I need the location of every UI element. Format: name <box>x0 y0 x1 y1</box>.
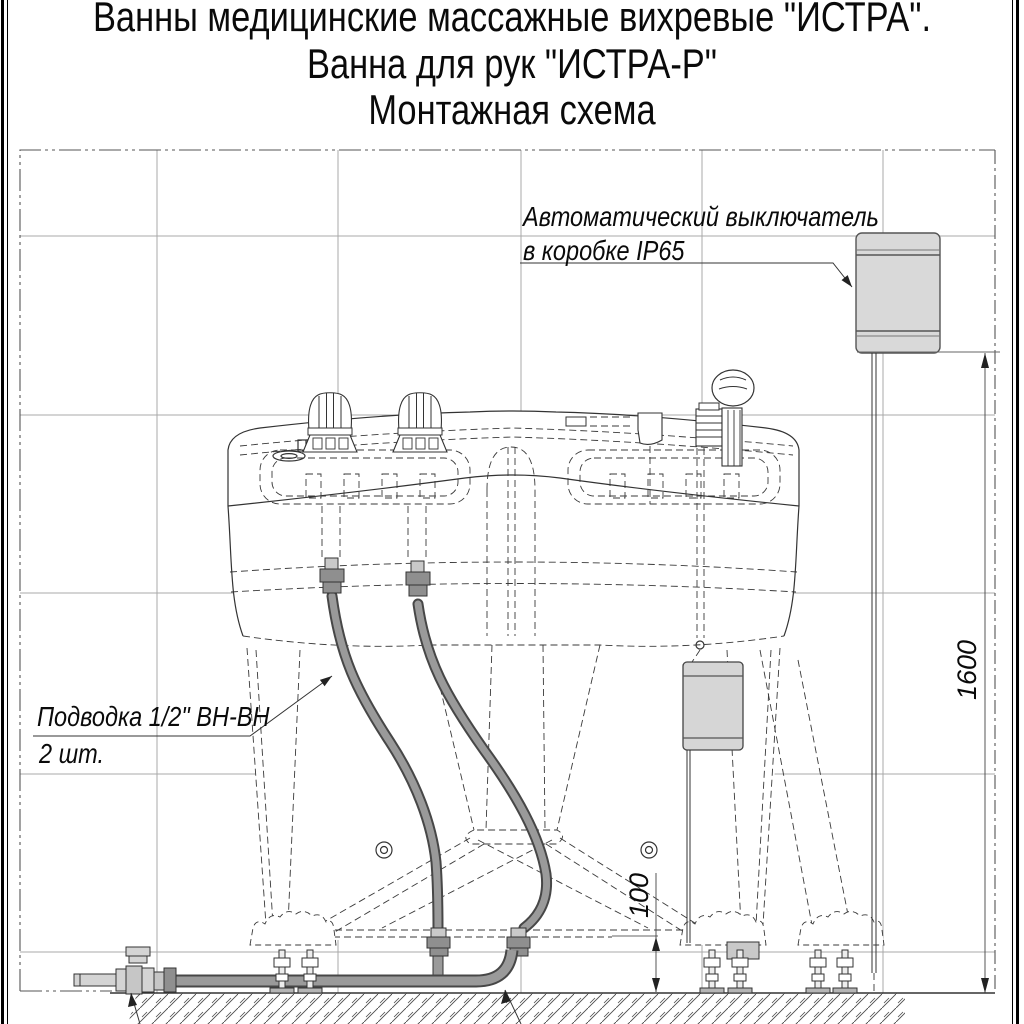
sheet-frame-right-inner <box>1012 0 1013 1024</box>
supply-annotation-line1: Подводка 1/2" ВН-ВН <box>37 701 270 732</box>
title-line-3: Монтажная схема <box>368 86 656 133</box>
breaker-annotation-line2: в коробке IP65 <box>523 235 685 266</box>
sheet-frame-right-outer <box>1016 0 1019 1024</box>
dimension-100-label: 100 <box>624 872 654 918</box>
supply-annotation-line2: 2 шт. <box>39 738 105 769</box>
breaker-annotation <box>523 200 879 268</box>
dimension-1600-label: 1600 <box>952 639 982 700</box>
control-box <box>683 662 743 750</box>
floor-supply-pipe <box>170 950 512 981</box>
breaker-annotation-line1: Автоматический выключатель <box>523 201 879 232</box>
title-line-1: Ванны медицинские массажные вихревые "ИСТРА". <box>92 0 932 40</box>
floor-hatch <box>128 993 905 1024</box>
title-line-2: Ванна для рук "ИСТРА-Р" <box>307 40 717 87</box>
sheet-frame-left-outer <box>1 0 4 1024</box>
breaker-cable <box>872 353 876 973</box>
sheet-frame-left-inner <box>7 0 8 1024</box>
shutoff-valve <box>74 947 176 994</box>
